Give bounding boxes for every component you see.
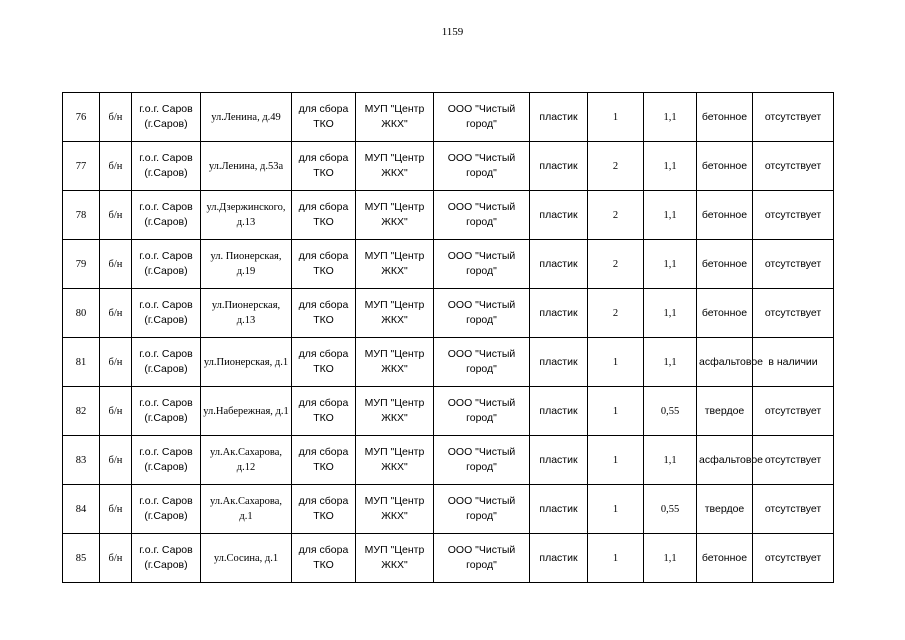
container-material-cell: пластик	[530, 191, 588, 240]
surface-type-cell: бетонное	[697, 240, 753, 289]
purpose-cell: для сбора ТКО	[292, 534, 356, 583]
fence-cell: отсутствует	[753, 93, 834, 142]
operator-cell: ООО "Чистый город"	[434, 485, 530, 534]
row-number-cell: 76	[63, 93, 100, 142]
row-number-cell: 77	[63, 142, 100, 191]
row-number-cell: 78	[63, 191, 100, 240]
container-volume-cell: 0,55	[644, 387, 697, 436]
container-count-cell: 1	[588, 93, 644, 142]
container-volume-cell: 1,1	[644, 93, 697, 142]
owner-cell: МУП "Центр ЖКХ"	[356, 289, 434, 338]
container-count-cell: 1	[588, 436, 644, 485]
table-body	[63, 93, 834, 583]
container-material-cell: пластик	[530, 534, 588, 583]
municipality-cell: г.о.г. Саров (г.Саров)	[132, 338, 201, 387]
fence-cell: отсутствует	[753, 142, 834, 191]
row-number-cell: 82	[63, 387, 100, 436]
table-row	[63, 191, 834, 240]
surface-type-cell: асфальтовое	[697, 436, 753, 485]
address-cell: ул.Ак.Сахарова, д.12	[201, 436, 292, 485]
operator-cell: ООО "Чистый город"	[434, 142, 530, 191]
container-material-cell: пластик	[530, 289, 588, 338]
fence-cell: отсутствует	[753, 436, 834, 485]
row-number-cell: 81	[63, 338, 100, 387]
address-cell: ул.Дзержинского, д.13	[201, 191, 292, 240]
surface-type-cell: бетонное	[697, 289, 753, 338]
container-volume-cell: 1,1	[644, 191, 697, 240]
registration-number-cell: б/н	[100, 338, 132, 387]
surface-type-cell: асфальтовое	[697, 338, 753, 387]
table-row	[63, 142, 834, 191]
registration-number-cell: б/н	[100, 93, 132, 142]
municipality-cell: г.о.г. Саров (г.Саров)	[132, 436, 201, 485]
registration-number-cell: б/н	[100, 191, 132, 240]
registration-number-cell: б/н	[100, 436, 132, 485]
address-cell: ул.Ленина, д.49	[201, 93, 292, 142]
operator-cell: ООО "Чистый город"	[434, 534, 530, 583]
fence-cell: отсутствует	[753, 485, 834, 534]
table-row	[63, 338, 834, 387]
fence-cell: отсутствует	[753, 289, 834, 338]
address-cell: ул.Набережная, д.1	[201, 387, 292, 436]
owner-cell: МУП "Центр ЖКХ"	[356, 338, 434, 387]
registration-number-cell: б/н	[100, 387, 132, 436]
surface-type-cell: бетонное	[697, 142, 753, 191]
container-count-cell: 2	[588, 142, 644, 191]
row-number-cell: 79	[63, 240, 100, 289]
table-row	[63, 289, 834, 338]
container-material-cell: пластик	[530, 436, 588, 485]
address-cell: ул.Сосина, д.1	[201, 534, 292, 583]
address-cell: ул.Ак.Сахарова, д.1	[201, 485, 292, 534]
container-count-cell: 2	[588, 191, 644, 240]
container-material-cell: пластик	[530, 93, 588, 142]
owner-cell: МУП "Центр ЖКХ"	[356, 93, 434, 142]
address-cell: ул.Ленина, д.53а	[201, 142, 292, 191]
municipality-cell: г.о.г. Саров (г.Саров)	[132, 289, 201, 338]
table-row	[63, 93, 834, 142]
registration-number-cell: б/н	[100, 485, 132, 534]
table-row	[63, 436, 834, 485]
municipality-cell: г.о.г. Саров (г.Саров)	[132, 240, 201, 289]
purpose-cell: для сбора ТКО	[292, 142, 356, 191]
registration-number-cell: б/н	[100, 240, 132, 289]
table-row	[63, 485, 834, 534]
surface-type-cell: твердое	[697, 387, 753, 436]
fence-cell: отсутствует	[753, 534, 834, 583]
row-number-cell: 83	[63, 436, 100, 485]
row-number-cell: 84	[63, 485, 100, 534]
purpose-cell: для сбора ТКО	[292, 485, 356, 534]
registration-number-cell: б/н	[100, 289, 132, 338]
fence-cell: отсутствует	[753, 240, 834, 289]
waste-site-table	[62, 92, 834, 583]
operator-cell: ООО "Чистый город"	[434, 436, 530, 485]
operator-cell: ООО "Чистый город"	[434, 93, 530, 142]
row-number-cell: 80	[63, 289, 100, 338]
municipality-cell: г.о.г. Саров (г.Саров)	[132, 534, 201, 583]
table-row	[63, 387, 834, 436]
owner-cell: МУП "Центр ЖКХ"	[356, 436, 434, 485]
operator-cell: ООО "Чистый город"	[434, 240, 530, 289]
container-volume-cell: 1,1	[644, 240, 697, 289]
table-row	[63, 534, 834, 583]
container-count-cell: 1	[588, 485, 644, 534]
container-material-cell: пластик	[530, 338, 588, 387]
container-volume-cell: 0,55	[644, 485, 697, 534]
purpose-cell: для сбора ТКО	[292, 387, 356, 436]
purpose-cell: для сбора ТКО	[292, 191, 356, 240]
address-cell: ул.Пионерская, д.1	[201, 338, 292, 387]
container-count-cell: 1	[588, 387, 644, 436]
operator-cell: ООО "Чистый город"	[434, 191, 530, 240]
purpose-cell: для сбора ТКО	[292, 93, 356, 142]
municipality-cell: г.о.г. Саров (г.Саров)	[132, 142, 201, 191]
registration-number-cell: б/н	[100, 142, 132, 191]
address-cell: ул. Пионерская, д.19	[201, 240, 292, 289]
address-cell: ул.Пионерская, д.13	[201, 289, 292, 338]
municipality-cell: г.о.г. Саров (г.Саров)	[132, 387, 201, 436]
purpose-cell: для сбора ТКО	[292, 240, 356, 289]
container-volume-cell: 1,1	[644, 338, 697, 387]
purpose-cell: для сбора ТКО	[292, 289, 356, 338]
container-volume-cell: 1,1	[644, 534, 697, 583]
purpose-cell: для сбора ТКО	[292, 338, 356, 387]
surface-type-cell: бетонное	[697, 191, 753, 240]
page-number: 1159	[441, 26, 464, 38]
container-volume-cell: 1,1	[644, 289, 697, 338]
surface-type-cell: бетонное	[697, 93, 753, 142]
operator-cell: ООО "Чистый город"	[434, 338, 530, 387]
operator-cell: ООО "Чистый город"	[434, 387, 530, 436]
container-volume-cell: 1,1	[644, 142, 697, 191]
fence-cell: отсутствует	[753, 387, 834, 436]
surface-type-cell: твердое	[697, 485, 753, 534]
container-material-cell: пластик	[530, 240, 588, 289]
owner-cell: МУП "Центр ЖКХ"	[356, 142, 434, 191]
container-count-cell: 1	[588, 534, 644, 583]
row-number-cell: 85	[63, 534, 100, 583]
owner-cell: МУП "Центр ЖКХ"	[356, 534, 434, 583]
municipality-cell: г.о.г. Саров (г.Саров)	[132, 93, 201, 142]
owner-cell: МУП "Центр ЖКХ"	[356, 191, 434, 240]
municipality-cell: г.о.г. Саров (г.Саров)	[132, 191, 201, 240]
owner-cell: МУП "Центр ЖКХ"	[356, 485, 434, 534]
table-row	[63, 240, 834, 289]
container-volume-cell: 1,1	[644, 436, 697, 485]
purpose-cell: для сбора ТКО	[292, 436, 356, 485]
container-material-cell: пластик	[530, 485, 588, 534]
container-material-cell: пластик	[530, 142, 588, 191]
surface-type-cell: бетонное	[697, 534, 753, 583]
operator-cell: ООО "Чистый город"	[434, 289, 530, 338]
container-count-cell: 1	[588, 338, 644, 387]
container-count-cell: 2	[588, 289, 644, 338]
owner-cell: МУП "Центр ЖКХ"	[356, 240, 434, 289]
fence-cell: в наличии	[753, 338, 834, 387]
container-material-cell: пластик	[530, 387, 588, 436]
municipality-cell: г.о.г. Саров (г.Саров)	[132, 485, 201, 534]
container-count-cell: 2	[588, 240, 644, 289]
registration-number-cell: б/н	[100, 534, 132, 583]
fence-cell: отсутствует	[753, 191, 834, 240]
owner-cell: МУП "Центр ЖКХ"	[356, 387, 434, 436]
